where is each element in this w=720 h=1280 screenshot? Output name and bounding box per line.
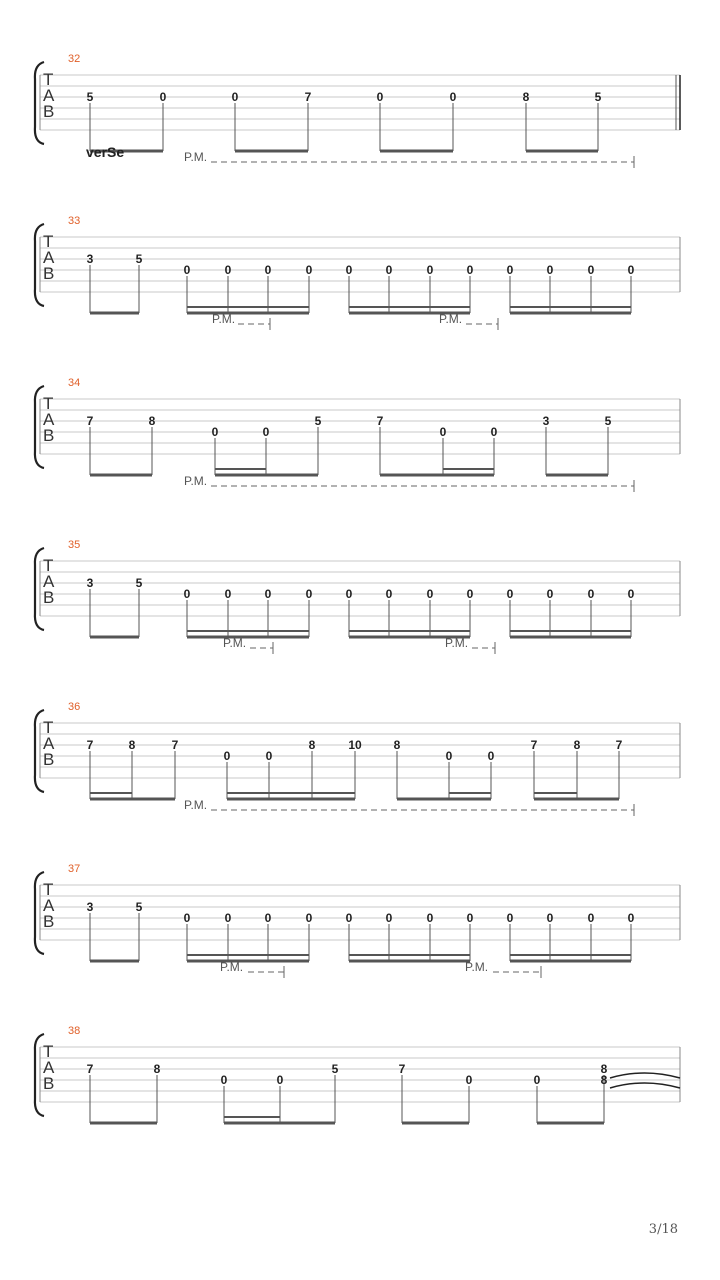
fret-number: 0 <box>264 587 272 601</box>
fret-number: 8 <box>573 738 581 752</box>
fret-number: 7 <box>398 1062 406 1076</box>
tab-clef-letter: A <box>43 734 55 753</box>
fret-number: 8 <box>600 1062 608 1076</box>
palm-mute-label: P.M. <box>465 960 489 974</box>
fret-number: 5 <box>331 1062 339 1076</box>
fret-number: 8 <box>600 1073 608 1087</box>
fret-number: 0 <box>449 90 457 104</box>
fret-number: 0 <box>385 587 393 601</box>
fret-number: 0 <box>465 1073 473 1087</box>
palm-mute-label: P.M. <box>220 960 244 974</box>
fret-number: 0 <box>264 911 272 925</box>
fret-number: 8 <box>128 738 136 752</box>
fret-number: 7 <box>530 738 538 752</box>
fret-number: 0 <box>224 263 232 277</box>
tie-arc <box>610 1073 680 1078</box>
fret-number: 0 <box>220 1073 228 1087</box>
fret-number: 5 <box>314 414 322 428</box>
tab-clef-letter: B <box>43 1074 55 1093</box>
fret-number: 0 <box>231 90 239 104</box>
measure-number: 37 <box>68 863 81 875</box>
fret-number: 7 <box>376 414 384 428</box>
measure-number: 33 <box>68 215 81 227</box>
fret-number: 0 <box>445 749 453 763</box>
fret-number: 0 <box>223 749 231 763</box>
fret-number: 7 <box>86 738 94 752</box>
fret-number: 10 <box>348 738 362 752</box>
tab-clef-letter: A <box>43 1058 55 1077</box>
fret-number: 0 <box>159 90 167 104</box>
fret-number: 0 <box>211 425 219 439</box>
palm-mute-label: P.M. <box>223 636 247 650</box>
tab-clef-letter: T <box>43 70 54 89</box>
fret-number: 0 <box>183 911 191 925</box>
tab-clef-letter: B <box>43 102 55 121</box>
fret-number: 7 <box>304 90 312 104</box>
tie-arc <box>610 1083 680 1088</box>
fret-number: 0 <box>506 263 514 277</box>
fret-number: 0 <box>385 263 393 277</box>
fret-number: 5 <box>135 576 143 590</box>
fret-number: 0 <box>487 749 495 763</box>
tab-clef-letter: B <box>43 426 55 445</box>
palm-mute-label: P.M. <box>184 474 208 488</box>
fret-number: 0 <box>546 911 554 925</box>
fret-number: 0 <box>265 749 273 763</box>
fret-number: 0 <box>533 1073 541 1087</box>
fret-number: 8 <box>153 1062 161 1076</box>
fret-number: 0 <box>183 263 191 277</box>
fret-number: 0 <box>305 263 313 277</box>
palm-mute-label: P.M. <box>212 312 236 326</box>
tab-clef-letter: A <box>43 410 55 429</box>
fret-number: 0 <box>587 587 595 601</box>
fret-number: 3 <box>86 576 94 590</box>
fret-number: 0 <box>506 911 514 925</box>
fret-number: 0 <box>305 587 313 601</box>
measure-number: 36 <box>68 701 81 713</box>
palm-mute-label: P.M. <box>439 312 463 326</box>
fret-number: 0 <box>345 911 353 925</box>
fret-number: 0 <box>490 425 498 439</box>
fret-number: 0 <box>385 911 393 925</box>
page-number: 3/18 <box>648 1222 678 1237</box>
fret-number: 0 <box>224 587 232 601</box>
fret-number: 0 <box>466 263 474 277</box>
fret-number: 5 <box>86 90 94 104</box>
fret-number: 7 <box>615 738 623 752</box>
tab-clef-letter: T <box>43 556 54 575</box>
fret-number: 0 <box>426 911 434 925</box>
section-label: verSe <box>86 144 125 160</box>
fret-number: 0 <box>546 263 554 277</box>
fret-number: 0 <box>546 587 554 601</box>
fret-number: 3 <box>86 900 94 914</box>
tab-clef-letter: T <box>43 394 54 413</box>
tab-clef-letter: B <box>43 750 55 769</box>
measure-number: 34 <box>68 377 81 389</box>
palm-mute-label: P.M. <box>445 636 469 650</box>
fret-number: 7 <box>86 414 94 428</box>
tab-clef-letter: T <box>43 718 54 737</box>
tab-clef-letter: T <box>43 1042 54 1061</box>
tab-clef-letter: A <box>43 248 55 267</box>
fret-number: 0 <box>587 263 595 277</box>
fret-number: 7 <box>171 738 179 752</box>
fret-number: 0 <box>262 425 270 439</box>
fret-number: 0 <box>587 911 595 925</box>
fret-number: 0 <box>506 587 514 601</box>
fret-number: 0 <box>466 911 474 925</box>
fret-number: 3 <box>86 252 94 266</box>
fret-number: 8 <box>148 414 156 428</box>
fret-number: 8 <box>522 90 530 104</box>
tab-clef-letter: A <box>43 86 55 105</box>
fret-number: 0 <box>627 911 635 925</box>
fret-number: 0 <box>345 263 353 277</box>
fret-number: 5 <box>594 90 602 104</box>
tab-clef-letter: A <box>43 572 55 591</box>
fret-number: 5 <box>135 900 143 914</box>
tab-clef-letter: A <box>43 896 55 915</box>
tab-clef-letter: T <box>43 880 54 899</box>
fret-number: 7 <box>86 1062 94 1076</box>
fret-number: 0 <box>264 263 272 277</box>
fret-number: 0 <box>224 911 232 925</box>
tab-clef-letter: B <box>43 912 55 931</box>
palm-mute-label: P.M. <box>184 150 208 164</box>
tab-clef-letter: B <box>43 588 55 607</box>
fret-number: 0 <box>345 587 353 601</box>
fret-number: 0 <box>627 587 635 601</box>
measure-number: 32 <box>68 53 81 65</box>
fret-number: 5 <box>604 414 612 428</box>
tab-clef-letter: T <box>43 232 54 251</box>
fret-number: 0 <box>627 263 635 277</box>
palm-mute-label: P.M. <box>184 798 208 812</box>
fret-number: 8 <box>393 738 401 752</box>
fret-number: 5 <box>135 252 143 266</box>
tab-clef-letter: B <box>43 264 55 283</box>
fret-number: 0 <box>426 263 434 277</box>
fret-number: 0 <box>376 90 384 104</box>
fret-number: 0 <box>426 587 434 601</box>
fret-number: 0 <box>276 1073 284 1087</box>
fret-number: 0 <box>466 587 474 601</box>
measure-number: 38 <box>68 1025 81 1037</box>
fret-number: 0 <box>305 911 313 925</box>
fret-number: 0 <box>439 425 447 439</box>
fret-number: 3 <box>542 414 550 428</box>
fret-number: 0 <box>183 587 191 601</box>
measure-number: 35 <box>68 539 81 551</box>
fret-number: 8 <box>308 738 316 752</box>
